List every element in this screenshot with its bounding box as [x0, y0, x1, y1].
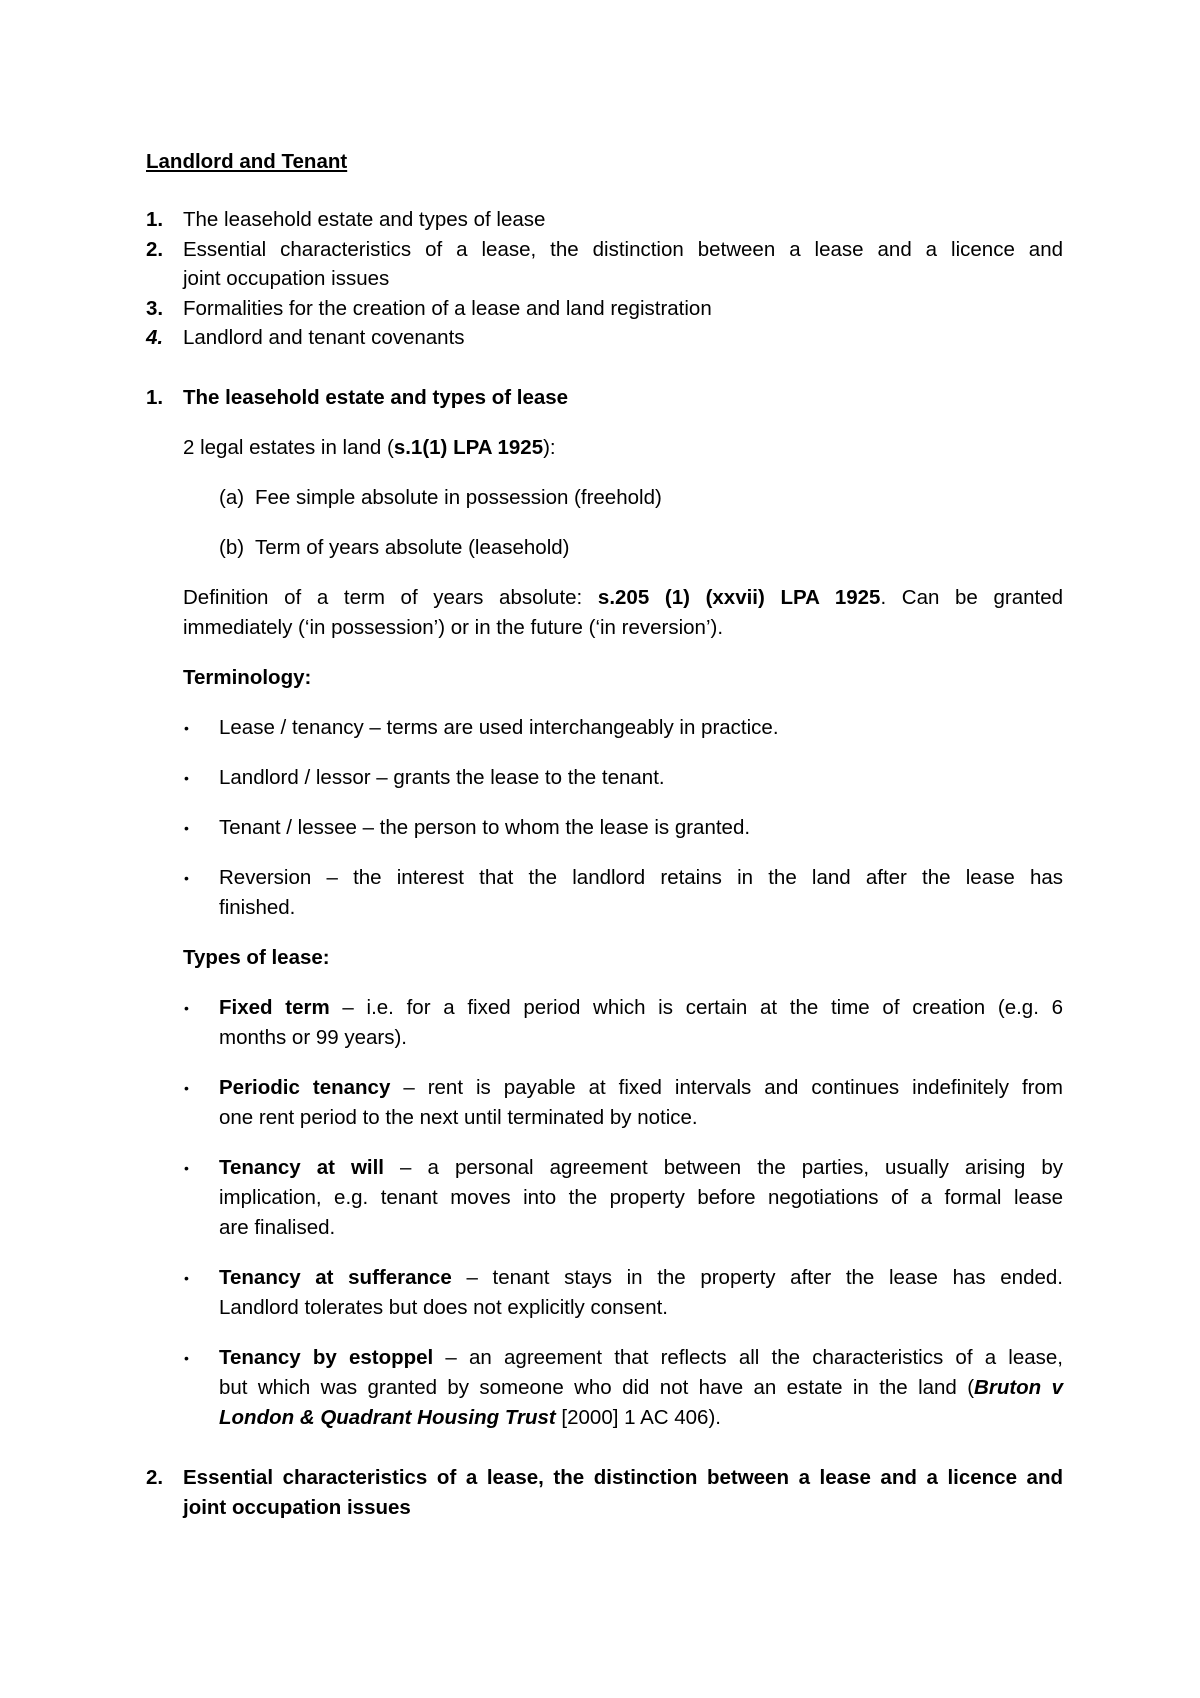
lease-type-description: – a personal agreement between the parties, usually arising by — [384, 1156, 1063, 1179]
lease-type-item — [219, 1268, 1063, 1289]
lease-type-label: Periodic tenancy — [219, 1076, 391, 1099]
bullet-icon: • — [184, 770, 189, 786]
lease-type-continuation: one rent period to the next until terminated by notice. — [219, 1106, 698, 1129]
toc-item: The leasehold estate and types of lease — [183, 208, 546, 231]
section-number: 2. — [146, 1466, 164, 1489]
lease-type-item — [219, 1078, 1063, 1099]
toc-item: Essential characteristics of a lease, the distinction between a lease and a licence and — [183, 238, 1063, 261]
bullet-icon: • — [184, 870, 189, 886]
statute-reference: s.1(1) LPA 1925 — [393, 436, 544, 459]
toc-number: 2. — [146, 238, 164, 261]
bullet-icon: • — [184, 1270, 189, 1286]
toc-item: Formalities for the creation of a lease and land registration — [183, 297, 712, 320]
terminology-item: Lease / tenancy – terms are used interchangeably in practice. — [219, 716, 779, 739]
section-heading-continuation: joint occupation issues — [183, 1496, 411, 1519]
lease-type-continuation: months or 99 years). — [219, 1026, 407, 1049]
lease-type-continuation — [219, 1378, 1063, 1399]
bullet-icon: • — [184, 1160, 189, 1176]
case-name: Bruton v — [974, 1376, 1063, 1399]
estate-label: (a) — [219, 486, 245, 509]
definition-continuation: immediately (‘in possession’) or in the future (‘in reversion’). — [183, 616, 724, 639]
toc-number: 3. — [146, 297, 164, 320]
lease-type-item — [219, 998, 1063, 1019]
section-number: 1. — [146, 386, 164, 409]
estate-label: (b) — [219, 536, 245, 559]
estate-item: Fee simple absolute in possession (freehold) — [255, 486, 662, 509]
types-heading: Types of lease: — [183, 946, 330, 969]
bullet-icon: • — [184, 720, 189, 736]
lease-type-item — [219, 1158, 1063, 1179]
lease-type-item — [219, 1348, 1063, 1369]
toc-item-continuation: joint occupation issues — [183, 267, 390, 290]
definition-suffix: . Can be granted — [880, 586, 1064, 609]
lease-type-label: Fixed term — [219, 996, 330, 1019]
bullet-icon: • — [184, 1080, 189, 1096]
lease-type-continuation: Landlord tolerates but does not explicitly consent. — [219, 1296, 668, 1319]
lease-type-continuation: implication, e.g. tenant moves into the property before negotiations of a formal lease — [219, 1186, 1063, 1209]
terminology-heading: Terminology: — [183, 666, 312, 689]
estate-item: Term of years absolute (leasehold) — [255, 536, 570, 559]
bullet-icon: • — [184, 1000, 189, 1016]
document-title: Landlord and Tenant — [146, 150, 348, 173]
toc-item: Landlord and tenant covenants — [183, 326, 465, 349]
toc-number: 4. — [146, 326, 164, 349]
legal-estates-suffix: ): — [543, 436, 556, 459]
lease-type-continuation: are finalised. — [219, 1216, 336, 1239]
definition-line — [183, 588, 1063, 609]
legal-estates-line — [183, 438, 556, 459]
estoppel-text: but which was granted by someone who did not have an estate in the land ( — [219, 1376, 975, 1399]
statute-reference: s.205 (1) (xxvii) LPA 1925 — [597, 586, 881, 609]
lease-type-description: – an agreement that reflects all the characteristics of a lease, — [433, 1346, 1063, 1369]
terminology-item: Tenant / lessee – the person to whom the lease is granted. — [219, 816, 751, 839]
section-heading: The leasehold estate and types of lease — [183, 386, 569, 409]
terminology-item: Reversion – the interest that the landlord retains in the land after the lease has — [219, 866, 1063, 889]
lease-type-label: Tenancy by estoppel — [219, 1346, 434, 1369]
bullet-icon: • — [184, 820, 189, 836]
terminology-item-continuation: finished. — [219, 896, 296, 919]
case-name: London & Quadrant Housing Trust — [219, 1406, 556, 1429]
legal-estates-prefix: 2 legal estates in land ( — [183, 436, 394, 459]
lease-type-description: – i.e. for a fixed period which is certain at the time of creation (e.g. 6 — [329, 996, 1064, 1019]
lease-type-label: Tenancy at will — [219, 1156, 385, 1179]
lease-type-description: – tenant stays in the property after the lease has ended. — [451, 1266, 1063, 1289]
section-heading: Essential characteristics of a lease, the distinction between a lease and a licence and — [183, 1466, 1063, 1489]
lease-type-label: Tenancy at sufferance — [219, 1266, 452, 1289]
definition-prefix: Definition of a term of years absolute: — [183, 586, 583, 609]
terminology-item: Landlord / lessor – grants the lease to the tenant. — [219, 766, 665, 789]
toc-number: 1. — [146, 208, 164, 231]
bullet-icon: • — [184, 1350, 189, 1366]
case-citation: [2000] 1 AC 406). — [555, 1406, 721, 1429]
lease-type-description: – rent is payable at fixed intervals and continues indefinitely from — [390, 1076, 1063, 1099]
lease-type-continuation — [219, 1408, 721, 1429]
